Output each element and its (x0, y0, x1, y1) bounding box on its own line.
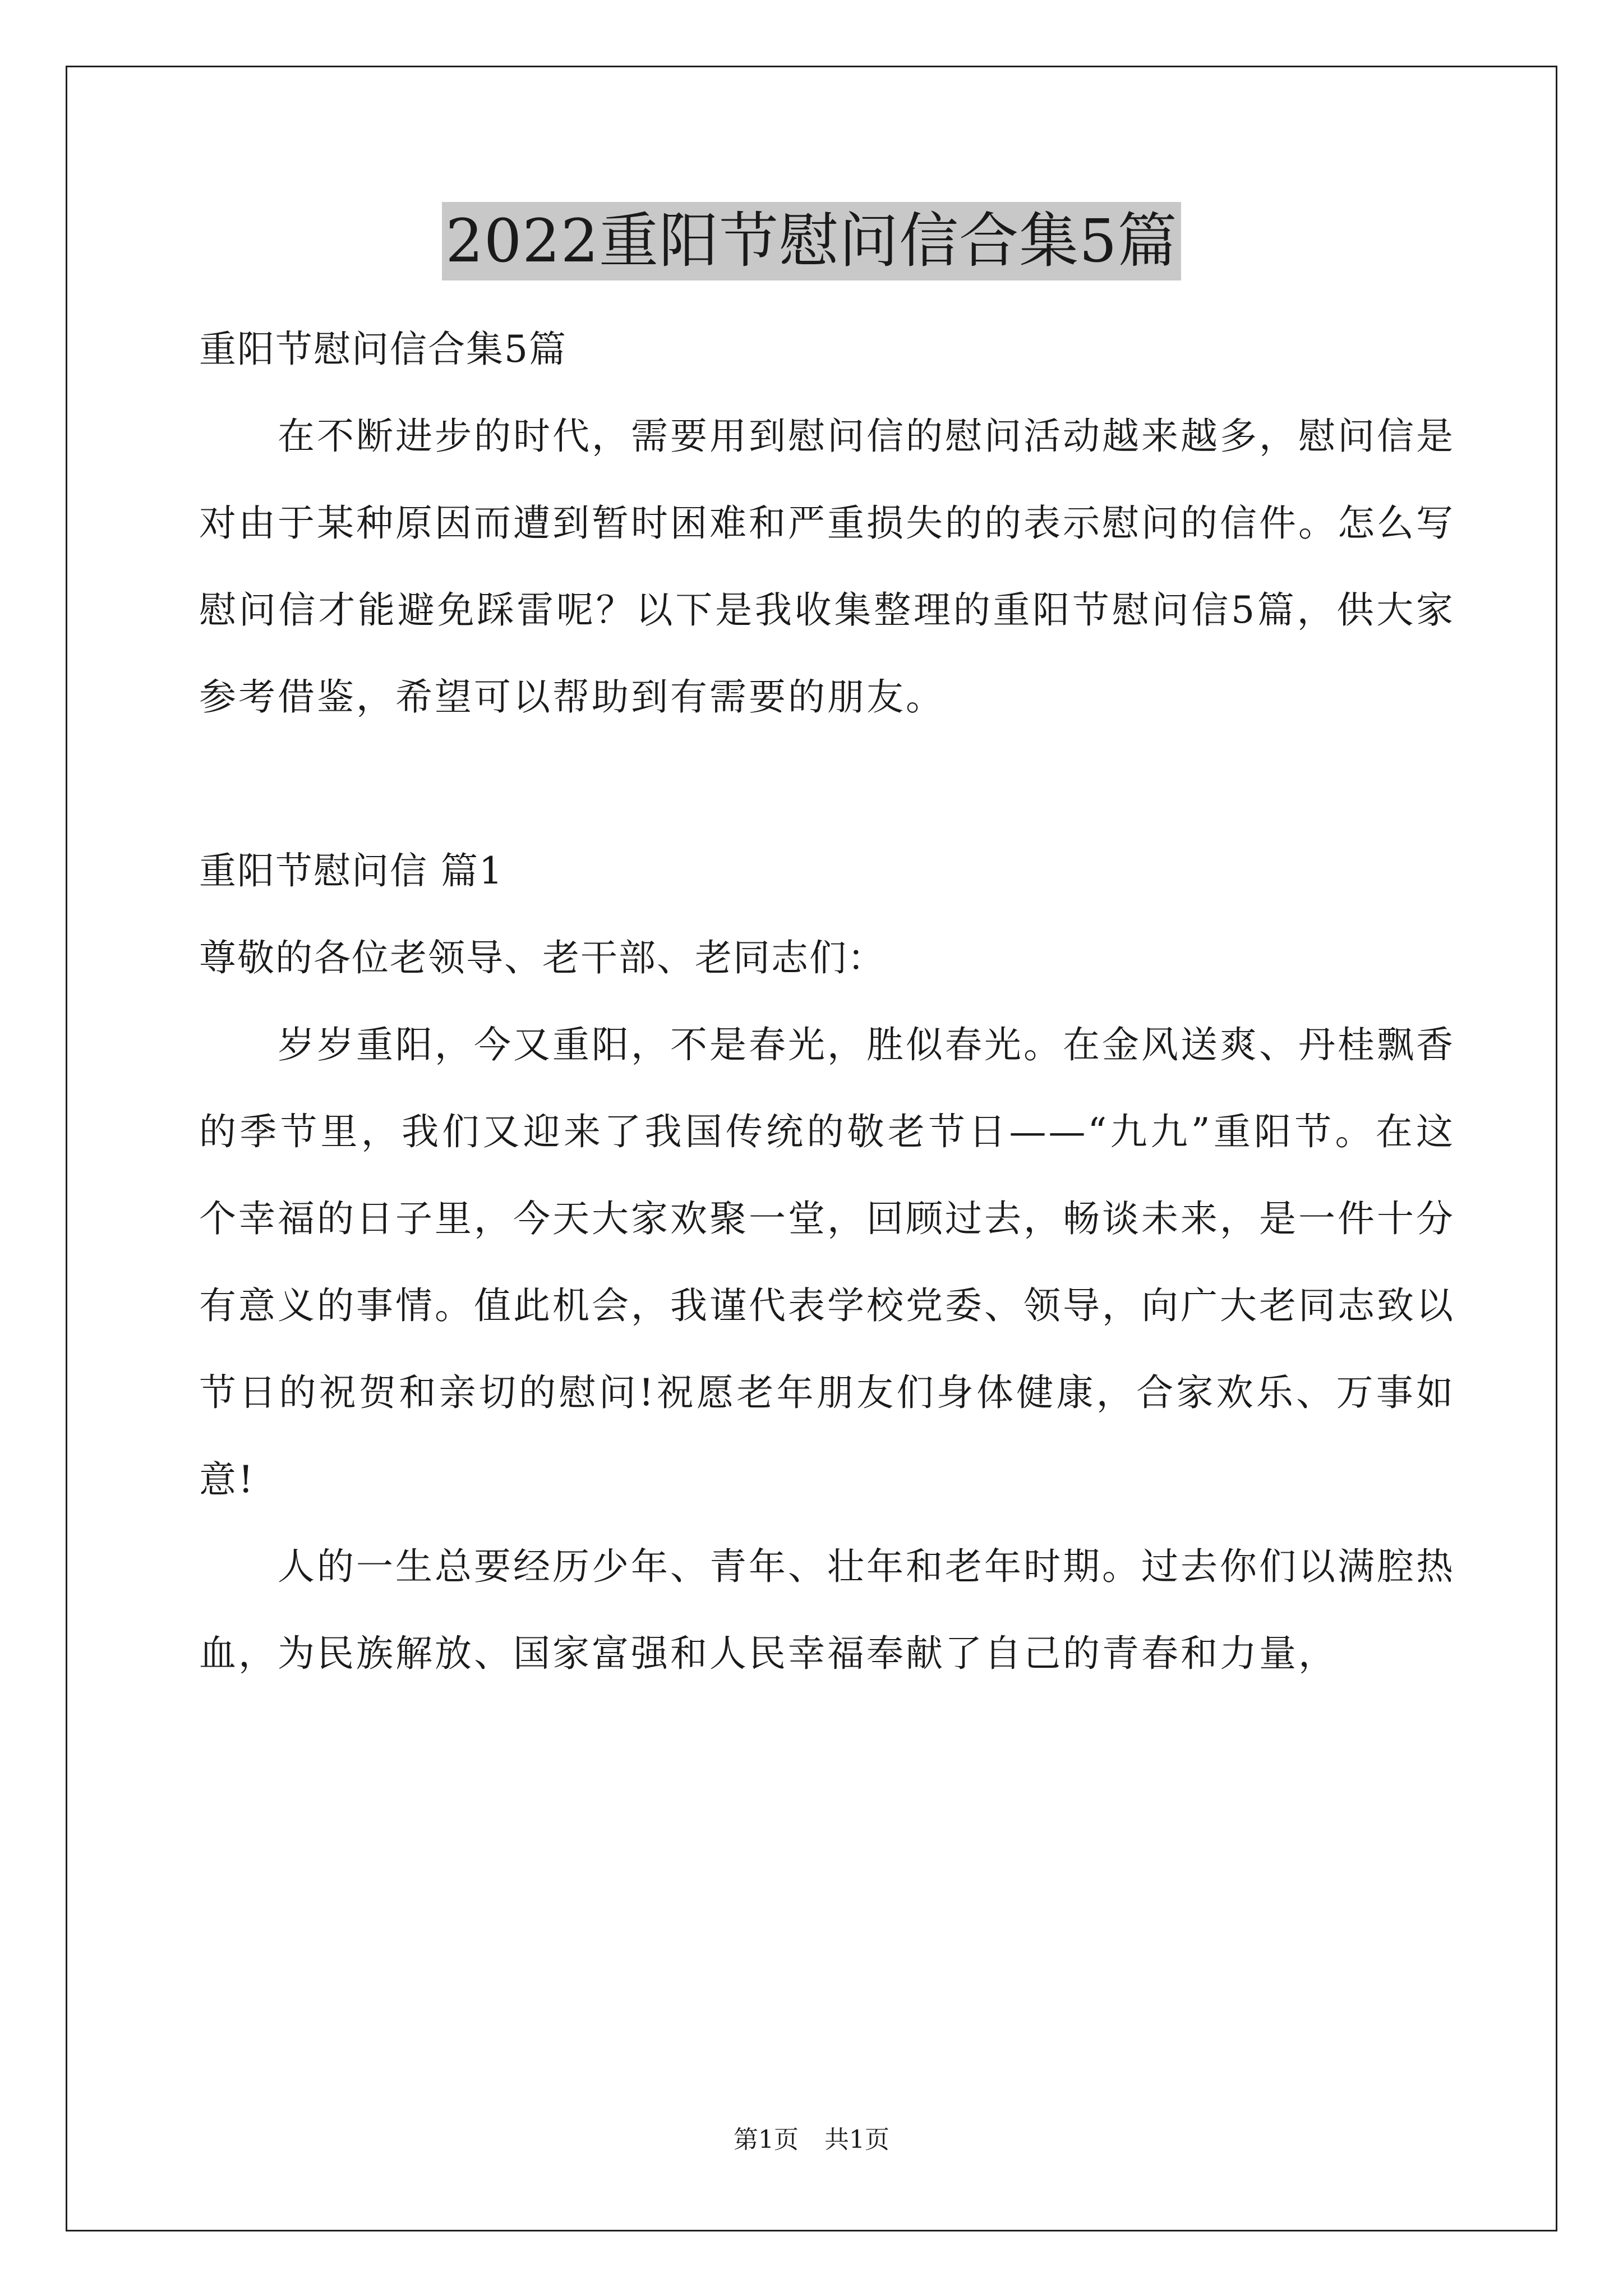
body-paragraph: 岁岁重阳，今又重阳，不是春光，胜似春光。在金风送爽、丹桂飘香的季节里，我们又迎来了我国传统的敬老节日——“九九”重阳节。在这个幸福的日子里，今天大家欢聚一堂，回顾过去，畅谈未来，是一件十分有意义的事情。值此机会，我谨代表学校党委、领导，向广大老同志致以节日的祝贺和亲切的慰问!祝愿老年朋友们身体健康，合家欢乐、万事如意! (199, 1023, 1455, 1501)
body-paragraph: 人的一生总要经历少年、青年、壮年和老年时期。过去你们以满腔热血，为民族解放、国家富强和人民幸福奉献了自己的青春和力量， (199, 1545, 1455, 1675)
page-footer (0, 2123, 1623, 2157)
page-total: 共1页 (824, 2125, 889, 2154)
salutation: 尊敬的各位老领导、老干部、老同志们： (199, 936, 886, 979)
spacer (199, 740, 1455, 827)
document-body (199, 306, 1455, 1697)
title-container (0, 202, 1623, 280)
section-heading: 重阳节慰问信 篇1 (199, 849, 504, 892)
page-number: 第1页 (734, 2125, 799, 2154)
document-title: 2022重阳节慰问信合集5篇 (442, 202, 1181, 280)
intro-paragraph: 在不断进步的时代，需要用到慰问信的慰问活动越来越多，慰问信是对由于某种原因而遭到暂时困难和严重损失的的表示慰问的信件。怎么写慰问信才能避免踩雷呢？以下是我收集整理的重阳节慰问信5篇，供大家参考借鉴，希望可以帮助到有需要的朋友。 (199, 415, 1455, 719)
subtitle: 重阳节慰问信合集5篇 (199, 328, 567, 371)
